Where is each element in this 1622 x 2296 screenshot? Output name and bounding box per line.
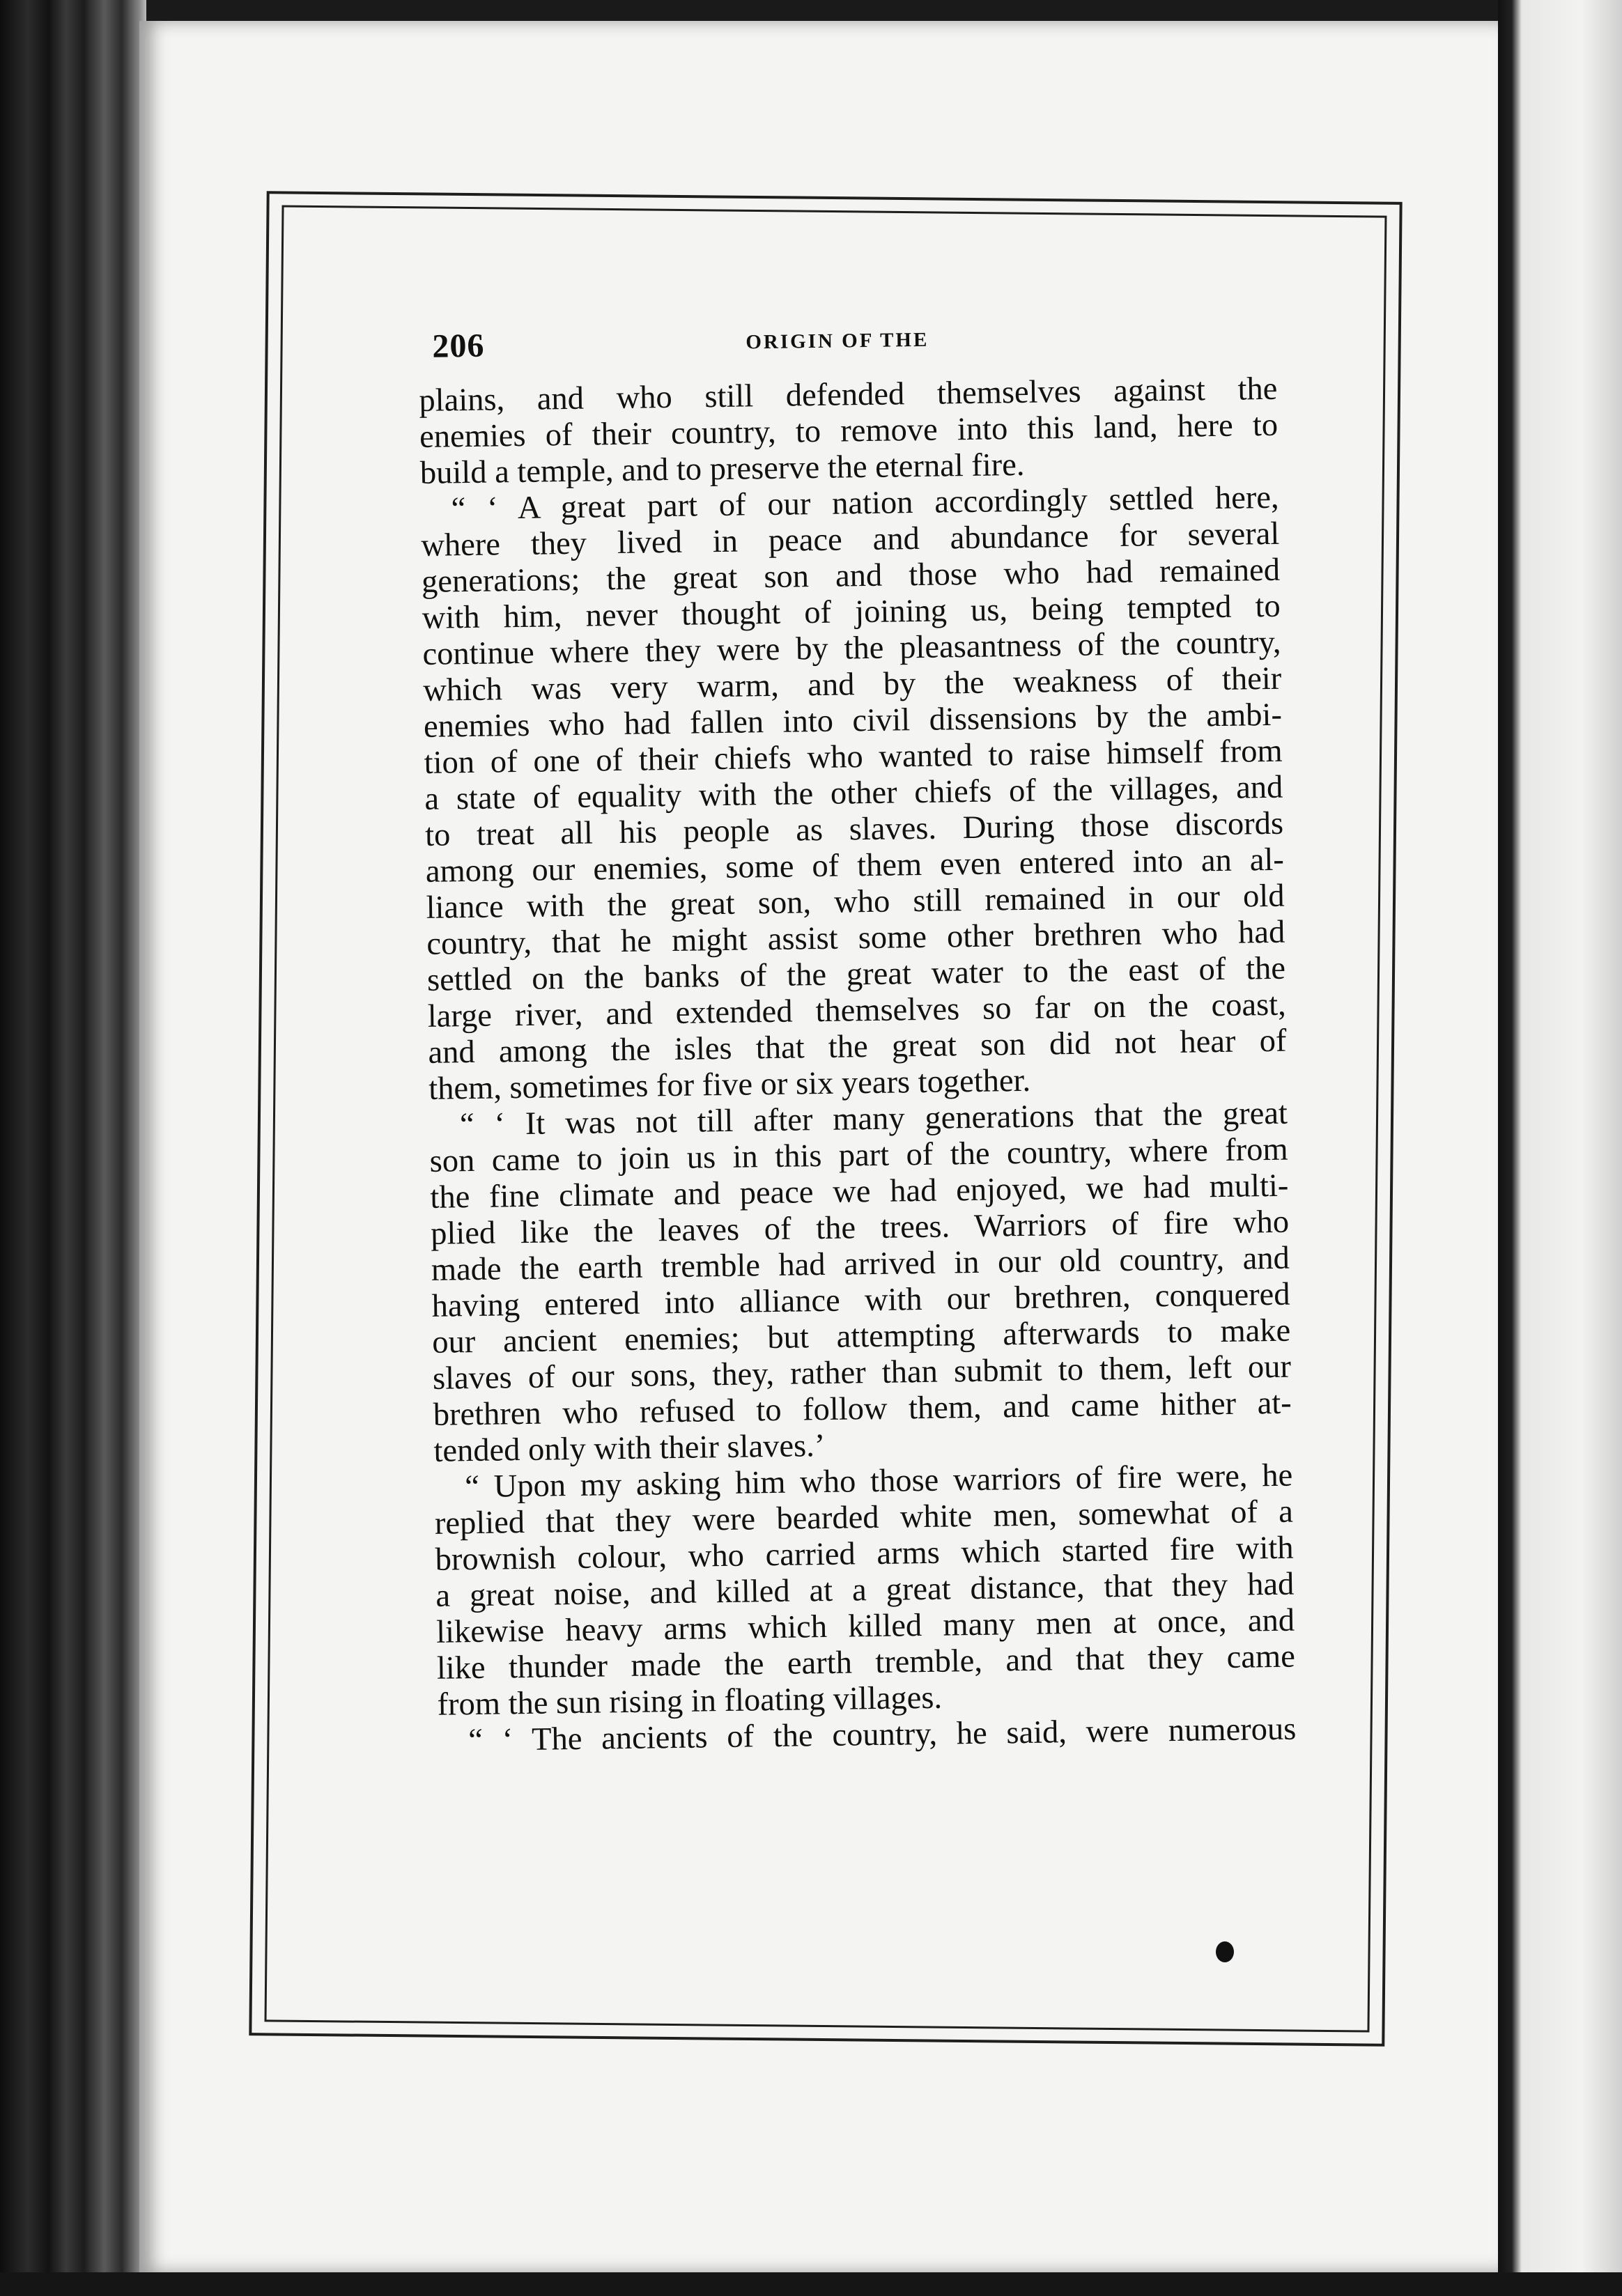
text-line: having entered into alliance with our brethren, conquered	[431, 1276, 1290, 1324]
text-line: “ ‘ A great part of our nation accordingly settled here,	[451, 479, 1279, 527]
text-line: plied like the leaves of the trees. Warriors of fire who	[430, 1204, 1290, 1252]
text-line: them, sometimes for five or six years together.	[428, 1062, 1031, 1107]
text-line: among our enemies, some of them even entered into an al-	[425, 841, 1285, 890]
bottom-edge	[0, 2272, 1622, 2296]
text-line: liance with the great son, who still remained in our old	[426, 878, 1285, 926]
running-title: ORIGIN OF THE	[746, 328, 929, 354]
text-line: to treat all his people as slaves. During those discords	[424, 805, 1284, 853]
text-line: and among the isles that the great son did not hear of	[428, 1023, 1287, 1071]
text-line: our ancient enemies; but attempting afterwards to make	[431, 1312, 1291, 1360]
text-line: where they lived in peace and abundance for several	[421, 515, 1280, 564]
text-line: tion of one of their chiefs who wanted to raise himself from	[424, 733, 1283, 781]
text-line: slaves of our sons, they, rather than submit to them, left our	[432, 1349, 1292, 1397]
text-block	[418, 316, 1297, 1760]
text-line: “ ‘ The ancients of the country, he said, were numerous	[468, 1711, 1297, 1759]
text-line: tended only with their slaves.’	[433, 1428, 826, 1469]
text-line: a state of equality with the other chiefs of the villages, and	[424, 769, 1283, 817]
text-line: continue where they were by the pleasantness of the country,	[422, 624, 1281, 672]
text-line: brethren who refused to follow them, and came hither at-	[433, 1385, 1292, 1433]
text-line: the fine climate and peace we had enjoyed, we had multi-	[430, 1168, 1289, 1216]
text-line: settled on the banks of the great water to the east of the	[426, 950, 1286, 998]
body-text	[419, 371, 1296, 1760]
facing-page-edge	[1498, 0, 1622, 2296]
text-line: country, that he might assist some other brethren who had	[426, 914, 1285, 962]
text-line: “ ‘ It was not till after many generations that the great	[459, 1095, 1288, 1143]
text-line: likewise heavy arms which killed many men at once, and	[435, 1602, 1295, 1650]
text-line: a great noise, and killed at a great distance, that they had	[435, 1566, 1295, 1614]
text-line: son came to join us in this part of the country, where from	[429, 1131, 1288, 1179]
text-line: enemies who had fallen into civil dissensions by the ambi-	[423, 697, 1283, 745]
text-line: from the sun rising in floating villages.	[437, 1680, 943, 1723]
text-line: large river, and extended themselves so far on the coast,	[427, 986, 1287, 1034]
text-line: made the earth tremble had arrived in our old country, and	[431, 1240, 1290, 1288]
text-line: “ Upon my asking him who those warriors of fire were, he	[464, 1457, 1293, 1505]
text-line: generations; the great son and those who had remained	[421, 552, 1281, 600]
book-binding	[0, 0, 146, 2296]
text-line: replied that they were bearded white men, somewhat of a	[434, 1494, 1294, 1542]
ink-blot	[1216, 1941, 1234, 1962]
text-line: brownish colour, who carried arms which started fire with	[435, 1530, 1294, 1578]
text-line: plains, and who still defended themselves against the	[419, 371, 1278, 419]
text-line: like thunder made the earth tremble, and that they came	[436, 1638, 1296, 1686]
text-line: enemies of their country, to remove into this land, here to	[419, 407, 1279, 455]
page-number: 206	[432, 327, 485, 365]
text-line: with him, never thought of joining us, being tempted to	[422, 588, 1281, 636]
text-line: build a temple, and to preserve the eternal fire.	[419, 447, 1025, 491]
text-line: which was very warm, and by the weakness of their	[422, 660, 1282, 708]
